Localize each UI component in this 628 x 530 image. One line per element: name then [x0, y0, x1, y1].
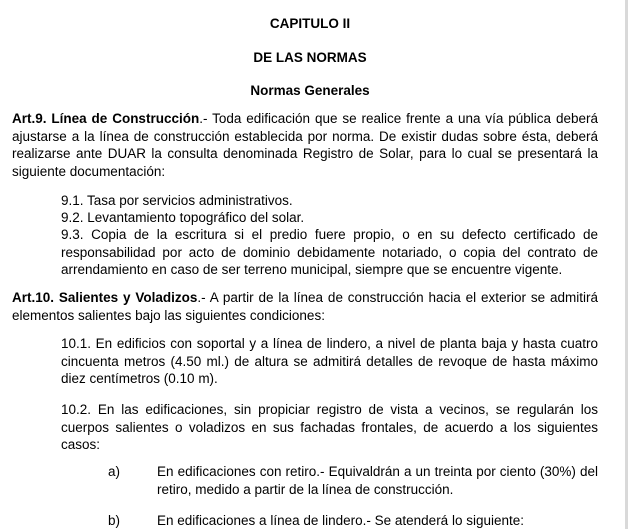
case-a-label: a)	[108, 464, 121, 479]
section-heading: DE LAS NORMAS	[253, 50, 367, 65]
art10-paragraph	[12, 289, 598, 324]
chapter-heading: CAPITULO II	[269, 16, 351, 31]
art9-item-3: 9.3. Copia de la escritura si el predio fuere propio, o en su defecto certificado de responsabilidad por acto de dominio debidamente notariado, o copia del contrato de arrendamiento en caso de ser terreno municipal, siempre que se encuentre vigente.	[61, 227, 598, 278]
case-b-label: b)	[108, 513, 121, 528]
art9-paragraph	[12, 110, 598, 180]
art10-paragraph-10-2: 10.2. En las edificaciones, sin propiciar registro de vista a vecinos, se regularán los cuerpos salientes o voladizos en sus fachadas frontales, de acuerdo a los siguientes casos:	[61, 402, 598, 453]
case-a-text: En edificaciones con retiro.- Equivaldrán a un treinta por ciento (30%) del retiro, medido a partir de la línea de construcción.	[157, 464, 598, 497]
art9-body: .- Toda edificación que se realice frente a una vía pública deberá ajustarse a la línea de construcción establecida por norma. De existir dudas sobre ésta, deberá realizarse ante DUAR la consulta denominada Registro de Solar, para lo cual se presentará la siguiente documentación:	[12, 111, 598, 179]
art9-item-2: 9.2. Levantamiento topográfico del solar.	[61, 210, 305, 225]
art9-item-1: 9.1. Tasa por servicios administrativos.	[61, 193, 293, 208]
art9-title: Art.9. Línea de Construcción	[12, 111, 200, 126]
art10-title: Art.10. Salientes y Voladizos	[12, 290, 198, 305]
art10-body: .- A partir de la línea de construcción hacia el exterior se admitirá elementos salientes bajo las siguientes condiciones:	[12, 290, 598, 323]
art10-paragraph-10-1: 10.1. En edificios con soportal y a línea de lindero, a nivel de planta baja y hasta cuatro cincuenta metros (4.50 ml.) de altura se admitirá detalles de revoque de hasta máximo diez centímetros (0.10 m).	[61, 336, 598, 387]
subsection-heading: Normas Generales	[250, 83, 370, 98]
case-b-text: En edificaciones a línea de lindero.- Se atenderá lo siguiente:	[157, 513, 524, 528]
